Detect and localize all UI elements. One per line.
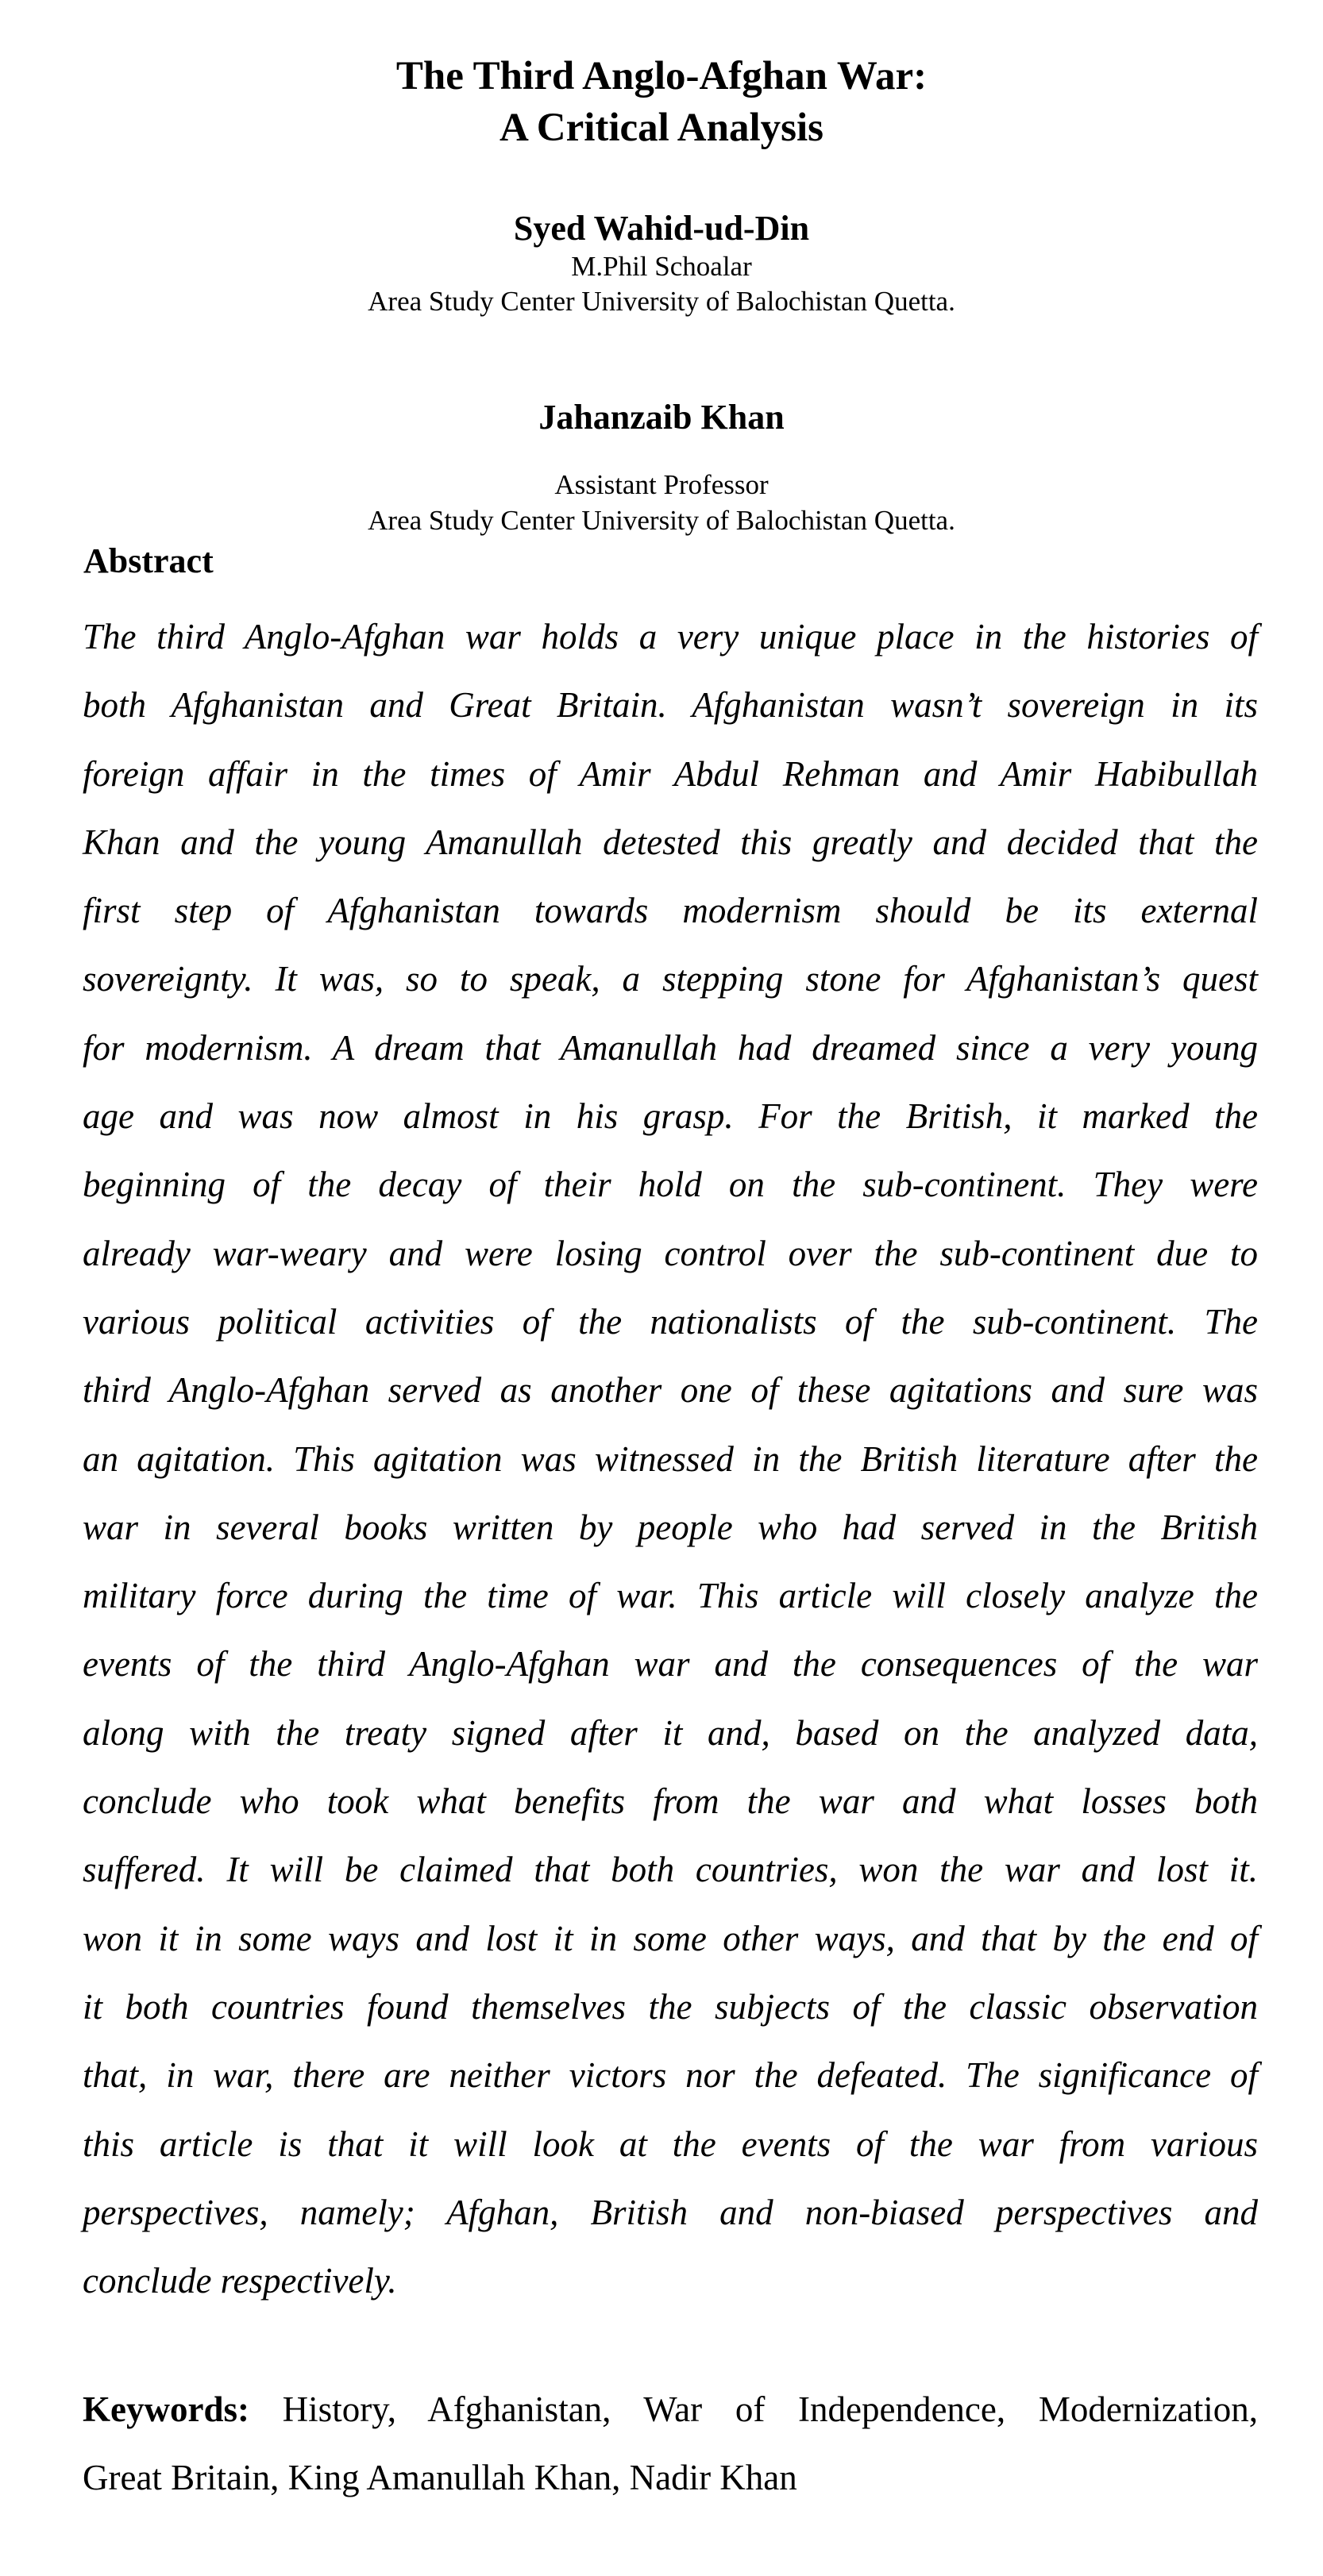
author-block-1 [0,208,1323,319]
abstract-line: beginning of the decay of their hold on the sub-continent. They were [83,1165,1258,1205]
abstract-line: events of the third Anglo-Afghan war and the consequences of the war [83,1644,1258,1685]
abstract-line: age and was now almost in his grasp. For the British, it marked the [83,1096,1258,1137]
abstract-line: an agitation. This agitation was witnessed in the British literature after the [83,1438,1258,1479]
abstract-line: The third Anglo-Afghan war holds a very unique place in the histories of [83,617,1258,657]
keywords-label: Keywords: [83,2389,249,2429]
abstract-line: third Anglo-Afghan served as another one of these agitations and sure was [83,1370,1258,1411]
abstract-body [83,603,1258,2315]
abstract-line: both Afghanistan and Great Britain. Afghanistan wasn’t sovereign in its [83,685,1258,726]
abstract-line: perspectives, namely; Afghan, British and non-biased perspectives and [83,2192,1258,2232]
abstract-line: foreign affair in the times of Amir Abdul Rehman and Amir Habibullah [83,753,1258,794]
paper-title [0,51,1323,154]
keywords-section [83,2375,1258,2512]
author-block-2 [0,397,1323,538]
author-name: Syed Wahid-ud-Din [513,209,810,248]
abstract-line: conclude who took what benefits from the war and what losses both [83,1781,1258,1822]
abstract-line: war in several books written by people who had served in the British [83,1507,1258,1547]
abstract-line: it both countries found themselves the subjects of the classic observation [83,1986,1258,2027]
title-line-1: The Third Anglo-Afghan War: [395,54,928,98]
abstract-line: conclude respectively. [83,2261,397,2301]
abstract-line: for modernism. A dream that Amanullah had dreamed since a very young [83,1027,1258,1068]
author-position: M.Phil Schoalar [571,251,752,282]
abstract-line: military force during the time of war. This article will closely analyze the [83,1576,1258,1616]
author-name: Jahanzaib Khan [538,398,785,437]
keywords-line-1 [83,2375,1258,2443]
abstract-heading: Abstract [83,541,214,580]
abstract-line: won it in some ways and lost it in some other ways, and that by the end of [83,1918,1258,1958]
abstract-line: sovereignty. It was, so to speak, a stepping stone for Afghanistan’s quest [83,959,1258,999]
abstract-line: along with the treaty signed after it and, based on the analyzed data, [83,1712,1258,1753]
abstract-line: various political activities of the nationalists of the sub-continent. The [83,1301,1258,1342]
abstract-line: already war-weary and were losing control over the sub-continent due to [83,1233,1258,1273]
author-affiliation: Area Study Center University of Balochistan Quetta. [368,505,955,536]
abstract-line: that, in war, there are neither victors nor the defeated. The significance of [83,2055,1258,2096]
abstract-line: first step of Afghanistan towards modernism should be its external [83,891,1258,931]
keywords-line-2: Great Britain, King Amanullah Khan, Nadir Khan [83,2458,797,2497]
abstract-line: suffered. It will be claimed that both countries, won the war and lost it. [83,1850,1258,1890]
author-affiliation: Area Study Center University of Balochistan Quetta. [368,286,955,317]
title-line-2: A Critical Analysis [499,106,824,150]
keywords-text: History, Afghanistan, War of Independence, Modernization, [249,2389,1258,2429]
abstract-line: Khan and the young Amanullah detested this greatly and decided that the [83,822,1258,862]
abstract-line: this article is that it will look at the events of the war from various [83,2124,1258,2164]
author-position: Assistant Professor [554,469,769,500]
